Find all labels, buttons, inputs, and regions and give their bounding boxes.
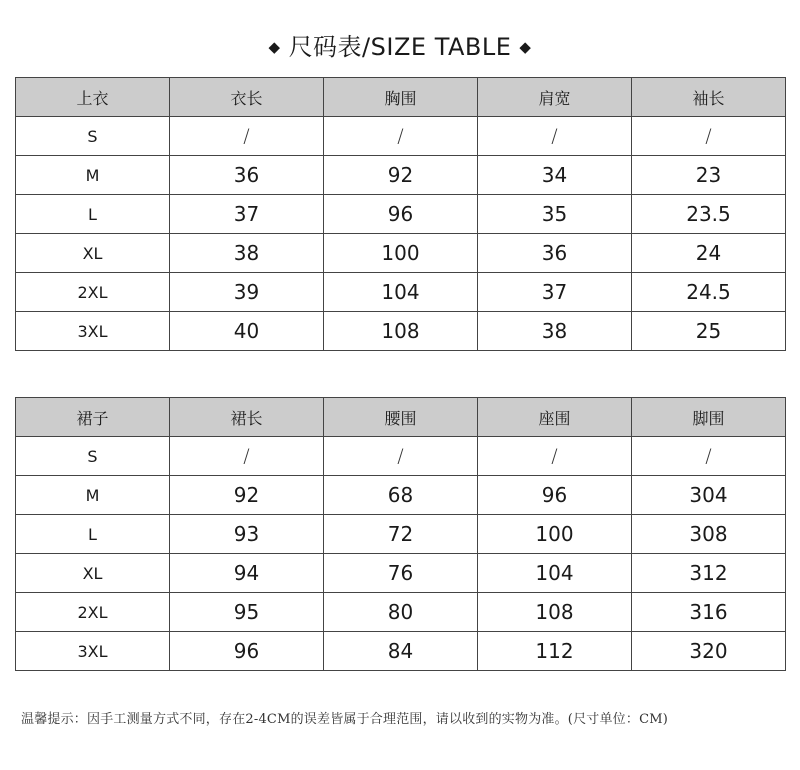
value-cell: 316 <box>632 593 786 632</box>
value-cell: 24 <box>632 234 786 273</box>
table-row <box>16 273 786 312</box>
size-cell: S <box>16 117 170 156</box>
value-cell: 84 <box>324 632 478 671</box>
value-cell: 37 <box>170 195 324 234</box>
table-row <box>16 117 786 156</box>
size-cell: M <box>16 156 170 195</box>
value-cell: 320 <box>632 632 786 671</box>
value-cell: 112 <box>478 632 632 671</box>
value-cell: 308 <box>632 515 786 554</box>
value-cell: 96 <box>170 632 324 671</box>
size-cell: L <box>16 515 170 554</box>
value-cell: 92 <box>324 156 478 195</box>
value-cell: 34 <box>478 156 632 195</box>
table-header-row <box>16 78 786 117</box>
value-cell: 312 <box>632 554 786 593</box>
header-cell-length: 衣长 <box>170 78 324 117</box>
value-cell: 93 <box>170 515 324 554</box>
value-cell: 108 <box>478 593 632 632</box>
value-cell: / <box>478 437 632 476</box>
size-cell: 3XL <box>16 312 170 351</box>
size-cell: XL <box>16 234 170 273</box>
diamond-right-icon: ◆ <box>519 38 532 56</box>
value-cell: 76 <box>324 554 478 593</box>
table-row <box>16 593 786 632</box>
value-cell: 104 <box>324 273 478 312</box>
value-cell: 104 <box>478 554 632 593</box>
value-cell: 100 <box>478 515 632 554</box>
header-cell-hem: 脚围 <box>632 398 786 437</box>
header-cell-hip: 座围 <box>478 398 632 437</box>
value-cell: 80 <box>324 593 478 632</box>
value-cell: 304 <box>632 476 786 515</box>
table-row <box>16 234 786 273</box>
value-cell: 40 <box>170 312 324 351</box>
value-cell: 39 <box>170 273 324 312</box>
value-cell: 25 <box>632 312 786 351</box>
measurement-note: 温馨提示：因手工测量方式不同，存在2-4CM的误差皆属于合理范围，请以收到的实物为准。(尺寸单位：CM) <box>21 712 668 727</box>
table-row <box>16 632 786 671</box>
table-row <box>16 437 786 476</box>
value-cell: / <box>170 117 324 156</box>
table-row <box>16 554 786 593</box>
value-cell: 68 <box>324 476 478 515</box>
value-cell: 92 <box>170 476 324 515</box>
value-cell: 37 <box>478 273 632 312</box>
table-row <box>16 515 786 554</box>
value-cell: 38 <box>170 234 324 273</box>
header-cell-shoulder: 肩宽 <box>478 78 632 117</box>
table-row <box>16 156 786 195</box>
page-title <box>0 30 800 64</box>
header-cell-category: 裙子 <box>16 398 170 437</box>
value-cell: 100 <box>324 234 478 273</box>
size-cell: 2XL <box>16 273 170 312</box>
table-header-row <box>16 398 786 437</box>
value-cell: 35 <box>478 195 632 234</box>
value-cell: 95 <box>170 593 324 632</box>
value-cell: 94 <box>170 554 324 593</box>
value-cell: / <box>632 117 786 156</box>
diamond-left-icon: ◆ <box>268 38 281 56</box>
size-cell: XL <box>16 554 170 593</box>
top-size-table <box>15 77 786 351</box>
value-cell: 96 <box>324 195 478 234</box>
value-cell: 23 <box>632 156 786 195</box>
value-cell: 38 <box>478 312 632 351</box>
header-cell-waist: 腰围 <box>324 398 478 437</box>
header-cell-category: 上衣 <box>16 78 170 117</box>
size-cell: M <box>16 476 170 515</box>
value-cell: / <box>632 437 786 476</box>
size-cell: S <box>16 437 170 476</box>
table-row <box>16 195 786 234</box>
value-cell: 24.5 <box>632 273 786 312</box>
value-cell: 36 <box>170 156 324 195</box>
size-cell: 3XL <box>16 632 170 671</box>
size-cell: L <box>16 195 170 234</box>
skirt-size-table <box>15 397 786 671</box>
value-cell: / <box>170 437 324 476</box>
value-cell: 96 <box>478 476 632 515</box>
table-row <box>16 312 786 351</box>
header-cell-skirt-length: 裙长 <box>170 398 324 437</box>
value-cell: 108 <box>324 312 478 351</box>
value-cell: 36 <box>478 234 632 273</box>
value-cell: / <box>324 117 478 156</box>
title-text: 尺码表/SIZE TABLE <box>288 33 512 61</box>
header-cell-sleeve: 袖长 <box>632 78 786 117</box>
size-cell: 2XL <box>16 593 170 632</box>
value-cell: 23.5 <box>632 195 786 234</box>
value-cell: 72 <box>324 515 478 554</box>
value-cell: / <box>478 117 632 156</box>
table-row <box>16 476 786 515</box>
header-cell-bust: 胸围 <box>324 78 478 117</box>
value-cell: / <box>324 437 478 476</box>
